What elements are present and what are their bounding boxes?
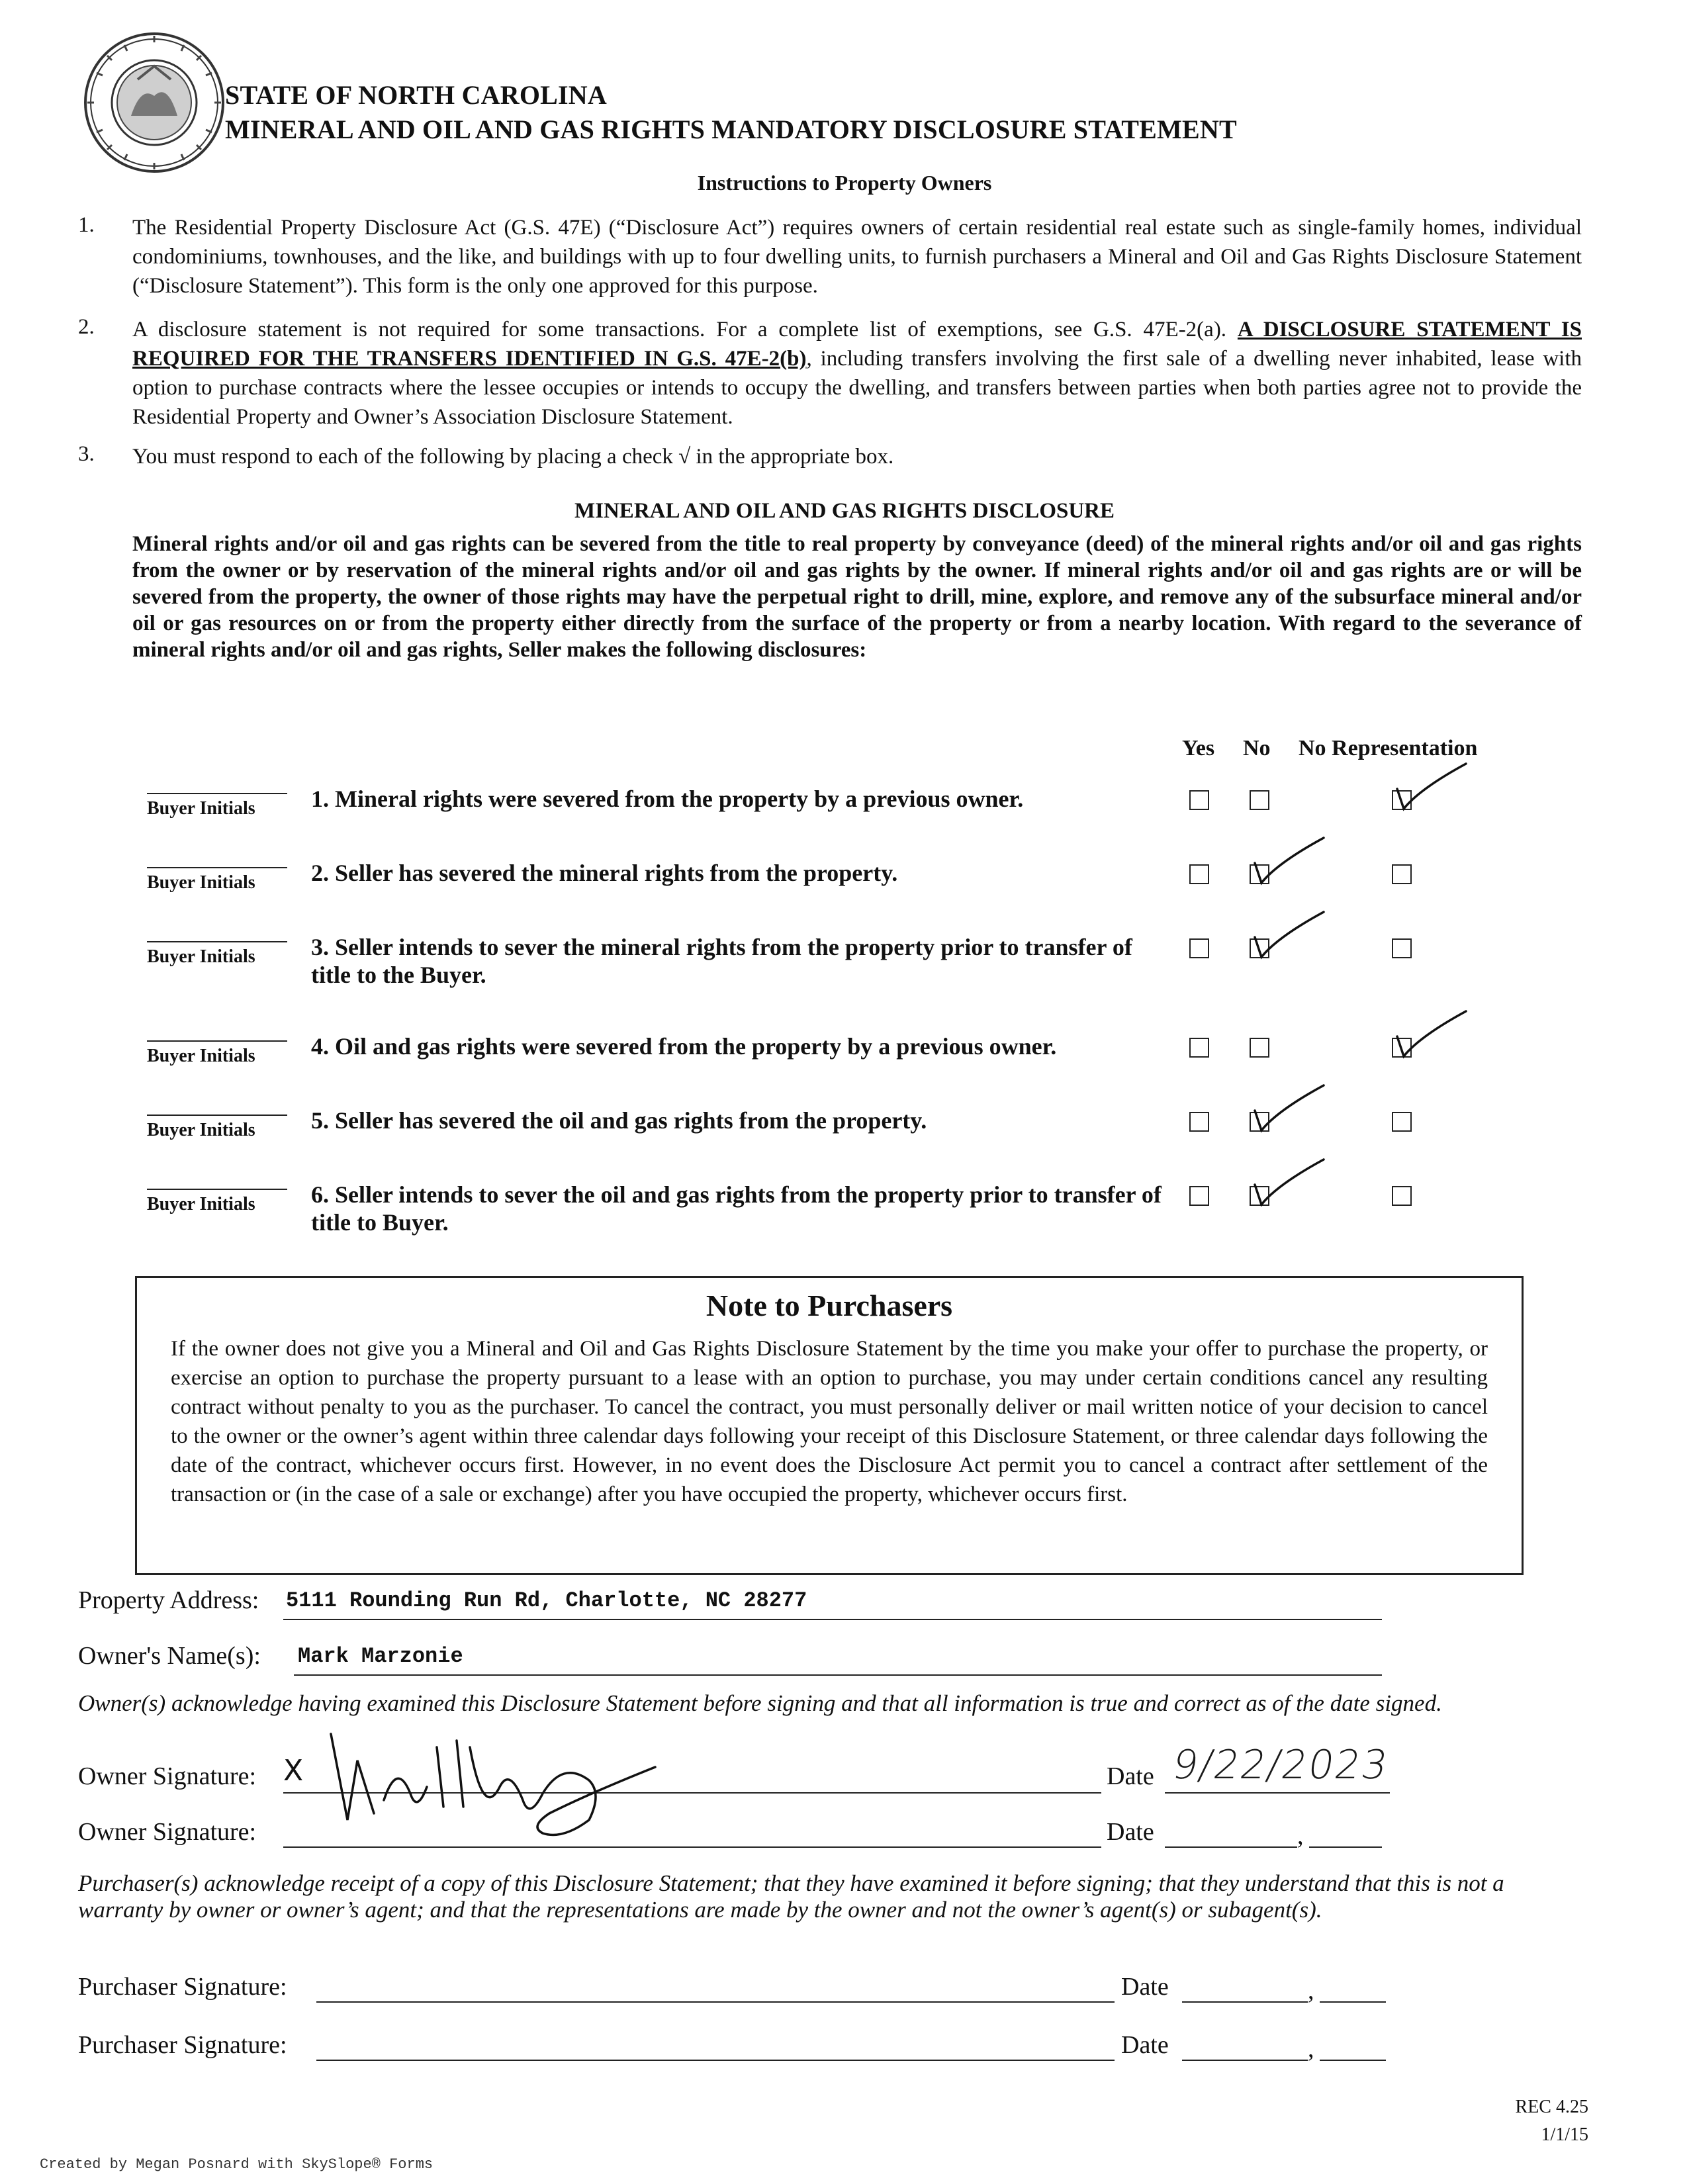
purchaser-signature-2-date-label: Date: [1121, 2031, 1169, 2059]
check-mark-icon: [1393, 756, 1473, 815]
owner-signature-2-date-line-b: [1309, 1846, 1382, 1848]
column-yes: Yes: [1182, 736, 1215, 760]
buyer-initials-label: Buyer Initials: [147, 946, 255, 967]
purchaser-signature-1-label: Purchaser Signature:: [78, 1973, 287, 2001]
buyer-initials-line[interactable]: [147, 1115, 287, 1116]
checkbox-yes[interactable]: [1189, 864, 1209, 884]
checkbox-no[interactable]: [1250, 790, 1269, 810]
property-address-line: [283, 1619, 1382, 1620]
form-code: REC 4.25: [1515, 2097, 1588, 2117]
column-no-representation: No Representation: [1299, 736, 1478, 760]
signature-x-mark: X: [283, 1754, 304, 1788]
instruction-3: You must respond to each of the following by placing a check √ in the appropriate box.: [132, 445, 894, 469]
buyer-initials-label: Buyer Initials: [147, 1194, 255, 1214]
note-text: If the owner does not give you a Mineral and Oil and Gas Rights Disclosure Statement by the time you make your offer to purchase the property, or exercise an option to purchase the property pursuant to a lease with an option to purchase, you may under certain conditions cancel any resulting contract without penalty to you as the purchaser. To cancel the contract, you must personally deliver or mail written notice of your decision to cancel to the owner or the owner’s agent within three calendar days following your receipt of this Disclosure Statement, or three calendar days following the date of the contract, whichever occurs first. However, in no event does the Disclosure Act permit you to cancel a contract after settlement of the transaction or (in the case of a sale or exchange) after you have occupied the property, whichever occurs first.: [171, 1337, 1488, 1506]
form-title: MINERAL AND OIL AND GAS RIGHTS MANDATORY DISCLOSURE STATEMENT: [225, 114, 1237, 144]
checkbox-yes[interactable]: [1189, 1038, 1209, 1058]
checkbox-no-representation[interactable]: [1392, 1186, 1412, 1206]
disclosure-question-6: 6. Seller intends to sever the oil and gas rights from the property prior to transfer of title to Buyer.: [311, 1181, 1162, 1236]
checkbox-no-representation[interactable]: [1392, 938, 1412, 958]
checkbox-no-representation[interactable]: [1392, 1112, 1412, 1132]
buyer-initials-line[interactable]: [147, 867, 287, 868]
checkbox-yes[interactable]: [1189, 938, 1209, 958]
created-by-note: Created by Megan Posnard with SkySlope® Forms: [40, 2156, 434, 2173]
owner-handwritten-signature: [311, 1721, 735, 1846]
owner-signature-2-date-label: Date: [1107, 1818, 1154, 1846]
checkbox-no-representation[interactable]: [1392, 864, 1412, 884]
instruction-2: [132, 315, 1582, 432]
owner-signature-1-date-value[interactable]: 9/22/2023: [1168, 1742, 1392, 1788]
instruction-1: The Residential Property Disclosure Act (G.S. 47E) (“Disclosure Act”) requires owners of certain residential real estate such as single-family homes, individual condominiums, townhouses, and the like, and buildings with up to four dwelling units, to furnish purchasers a Mineral and Oil and Gas Rights Disclosure Statement (“Disclosure Statement”). This form is the only one approved for this purpose.: [132, 216, 1582, 298]
buyer-initials-label: Buyer Initials: [147, 1120, 255, 1140]
buyer-initials-label: Buyer Initials: [147, 872, 255, 893]
owner-signature-1-date-label: Date: [1107, 1762, 1154, 1790]
purchaser-signature-2-date-sep: ,: [1308, 2035, 1314, 2063]
owner-name-line: [294, 1674, 1382, 1676]
purchaser-signature-2-date-line-b: [1320, 2060, 1386, 2061]
disclosure-question-2: 2. Seller has severed the mineral rights from the property.: [311, 860, 898, 886]
instruction-number: 3.: [78, 442, 95, 466]
buyer-initials-label: Buyer Initials: [147, 798, 255, 819]
note-title: Note to Purchasers: [706, 1289, 953, 1322]
purchaser-signature-1-date-line-b: [1320, 2001, 1386, 2003]
check-mark-icon: [1393, 1003, 1473, 1063]
check-mark-icon: [1251, 904, 1330, 964]
disclosure-question-3: 3. Seller intends to sever the mineral rights from the property prior to transfer of title to the Buyer.: [311, 934, 1132, 988]
instruction-2-part-a: A disclosure statement is not required for some transactions. For a complete list of exemptions, see G.S. 47E-2(a).: [132, 318, 1238, 341]
buyer-initials-line[interactable]: [147, 793, 287, 794]
disclosure-text: Mineral rights and/or oil and gas rights can be severed from the title to real property by conveyance (deed) of the mineral rights and/or oil and gas rights from the owner or by reservation of the mineral rights and/or oil and gas rights by the owner. If mineral rights and/or oil and gas rights are or will be severed from the property, the owner of those rights may have the perpetual right to drill, mine, explore, and remove any of the subsurface mineral and/or oil or gas resources on or from the property either directly from the surface of the property or from a nearby location. With regard to the severance of mineral rights and/or oil and gas rights, Seller makes the following disclosures:: [132, 532, 1582, 662]
checkbox-yes[interactable]: [1189, 1112, 1209, 1132]
disclosure-title: MINERAL AND OIL AND GAS RIGHTS DISCLOSURE: [574, 499, 1115, 523]
owner-signature-1-label: Owner Signature:: [78, 1762, 257, 1790]
nc-real-estate-commission-seal: [78, 26, 230, 179]
instructions-title: Instructions to Property Owners: [697, 171, 992, 195]
checkbox-no[interactable]: [1250, 1038, 1269, 1058]
instruction-2-part-c: , including transfers involving the first sale of a dwelling never inhabited, lease with option to purchase contracts where the lessee occupies or intends to occupy the dwelling, and transfers between parties when both parties agree not to provide the Residential Property and Owner’s Association Disclosure Statement.: [132, 347, 1582, 429]
disclosure-question-1: 1. Mineral rights were severed from the property by a previous owner.: [311, 786, 1024, 812]
buyer-initials-line[interactable]: [147, 941, 287, 942]
purchaser-signature-2-label: Purchaser Signature:: [78, 2031, 287, 2059]
buyer-initials-line[interactable]: [147, 1189, 287, 1190]
check-mark-icon: [1251, 1152, 1330, 1211]
owner-signature-2-line: [283, 1846, 1101, 1848]
instruction-number: 2.: [78, 315, 95, 339]
owner-signature-2-label: Owner Signature:: [78, 1818, 257, 1846]
purchaser-signature-2-date-line-a: [1182, 2060, 1308, 2061]
checkbox-yes[interactable]: [1189, 790, 1209, 810]
purchaser-acknowledgment: Purchaser(s) acknowledge receipt of a copy of this Disclosure Statement; that they have examined it before signing; that they understand that this is not a warranty by owner or owner’s agent; and that the representations are made by the owner and not the owner’s agent(s) or subagent(s).: [78, 1870, 1504, 1923]
owner-name-value[interactable]: Mark Marzonie: [298, 1644, 463, 1668]
owner-signature-2-date-sep: ,: [1297, 1822, 1304, 1850]
instruction-number: 1.: [78, 213, 95, 237]
disclosure-question-5: 5. Seller has severed the oil and gas rights from the property.: [311, 1107, 927, 1134]
buyer-initials-line[interactable]: [147, 1040, 287, 1042]
purchaser-signature-1-date-line-a: [1182, 2001, 1308, 2003]
column-no: No: [1243, 736, 1271, 760]
check-mark-icon: [1251, 1077, 1330, 1137]
property-address-value[interactable]: 5111 Rounding Run Rd, Charlotte, NC 28277: [286, 1588, 807, 1613]
owner-signature-2-date-line-a: [1165, 1846, 1297, 1848]
purchaser-signature-2-line: [316, 2060, 1115, 2061]
check-mark-icon: [1251, 830, 1330, 889]
purchaser-signature-1-date-sep: ,: [1308, 1977, 1314, 2005]
form-date: 1/1/15: [1541, 2124, 1588, 2145]
disclosure-question-4: 4. Oil and gas rights were severed from the property by a previous owner.: [311, 1033, 1057, 1060]
purchaser-signature-1-date-label: Date: [1121, 1973, 1169, 2001]
checkbox-yes[interactable]: [1189, 1186, 1209, 1206]
instruction-2-emphasis: A DISCLOSURE STATEMENT IS REQUIRED FOR THE TRANSFERS IDENTIFIED IN G.S. 47E-2(b): [132, 318, 1582, 371]
owner-name-label: Owner's Name(s):: [78, 1642, 261, 1670]
buyer-initials-label: Buyer Initials: [147, 1046, 255, 1066]
property-address-label: Property Address:: [78, 1586, 259, 1614]
owner-signature-1-date-line: [1165, 1792, 1390, 1794]
state-heading: STATE OF NORTH CAROLINA: [225, 80, 607, 110]
purchaser-signature-1-line: [316, 2001, 1115, 2003]
owner-acknowledgment: Owner(s) acknowledge having examined this Disclosure Statement before signing and that all information is true and correct as of the date signed.: [78, 1690, 1442, 1716]
